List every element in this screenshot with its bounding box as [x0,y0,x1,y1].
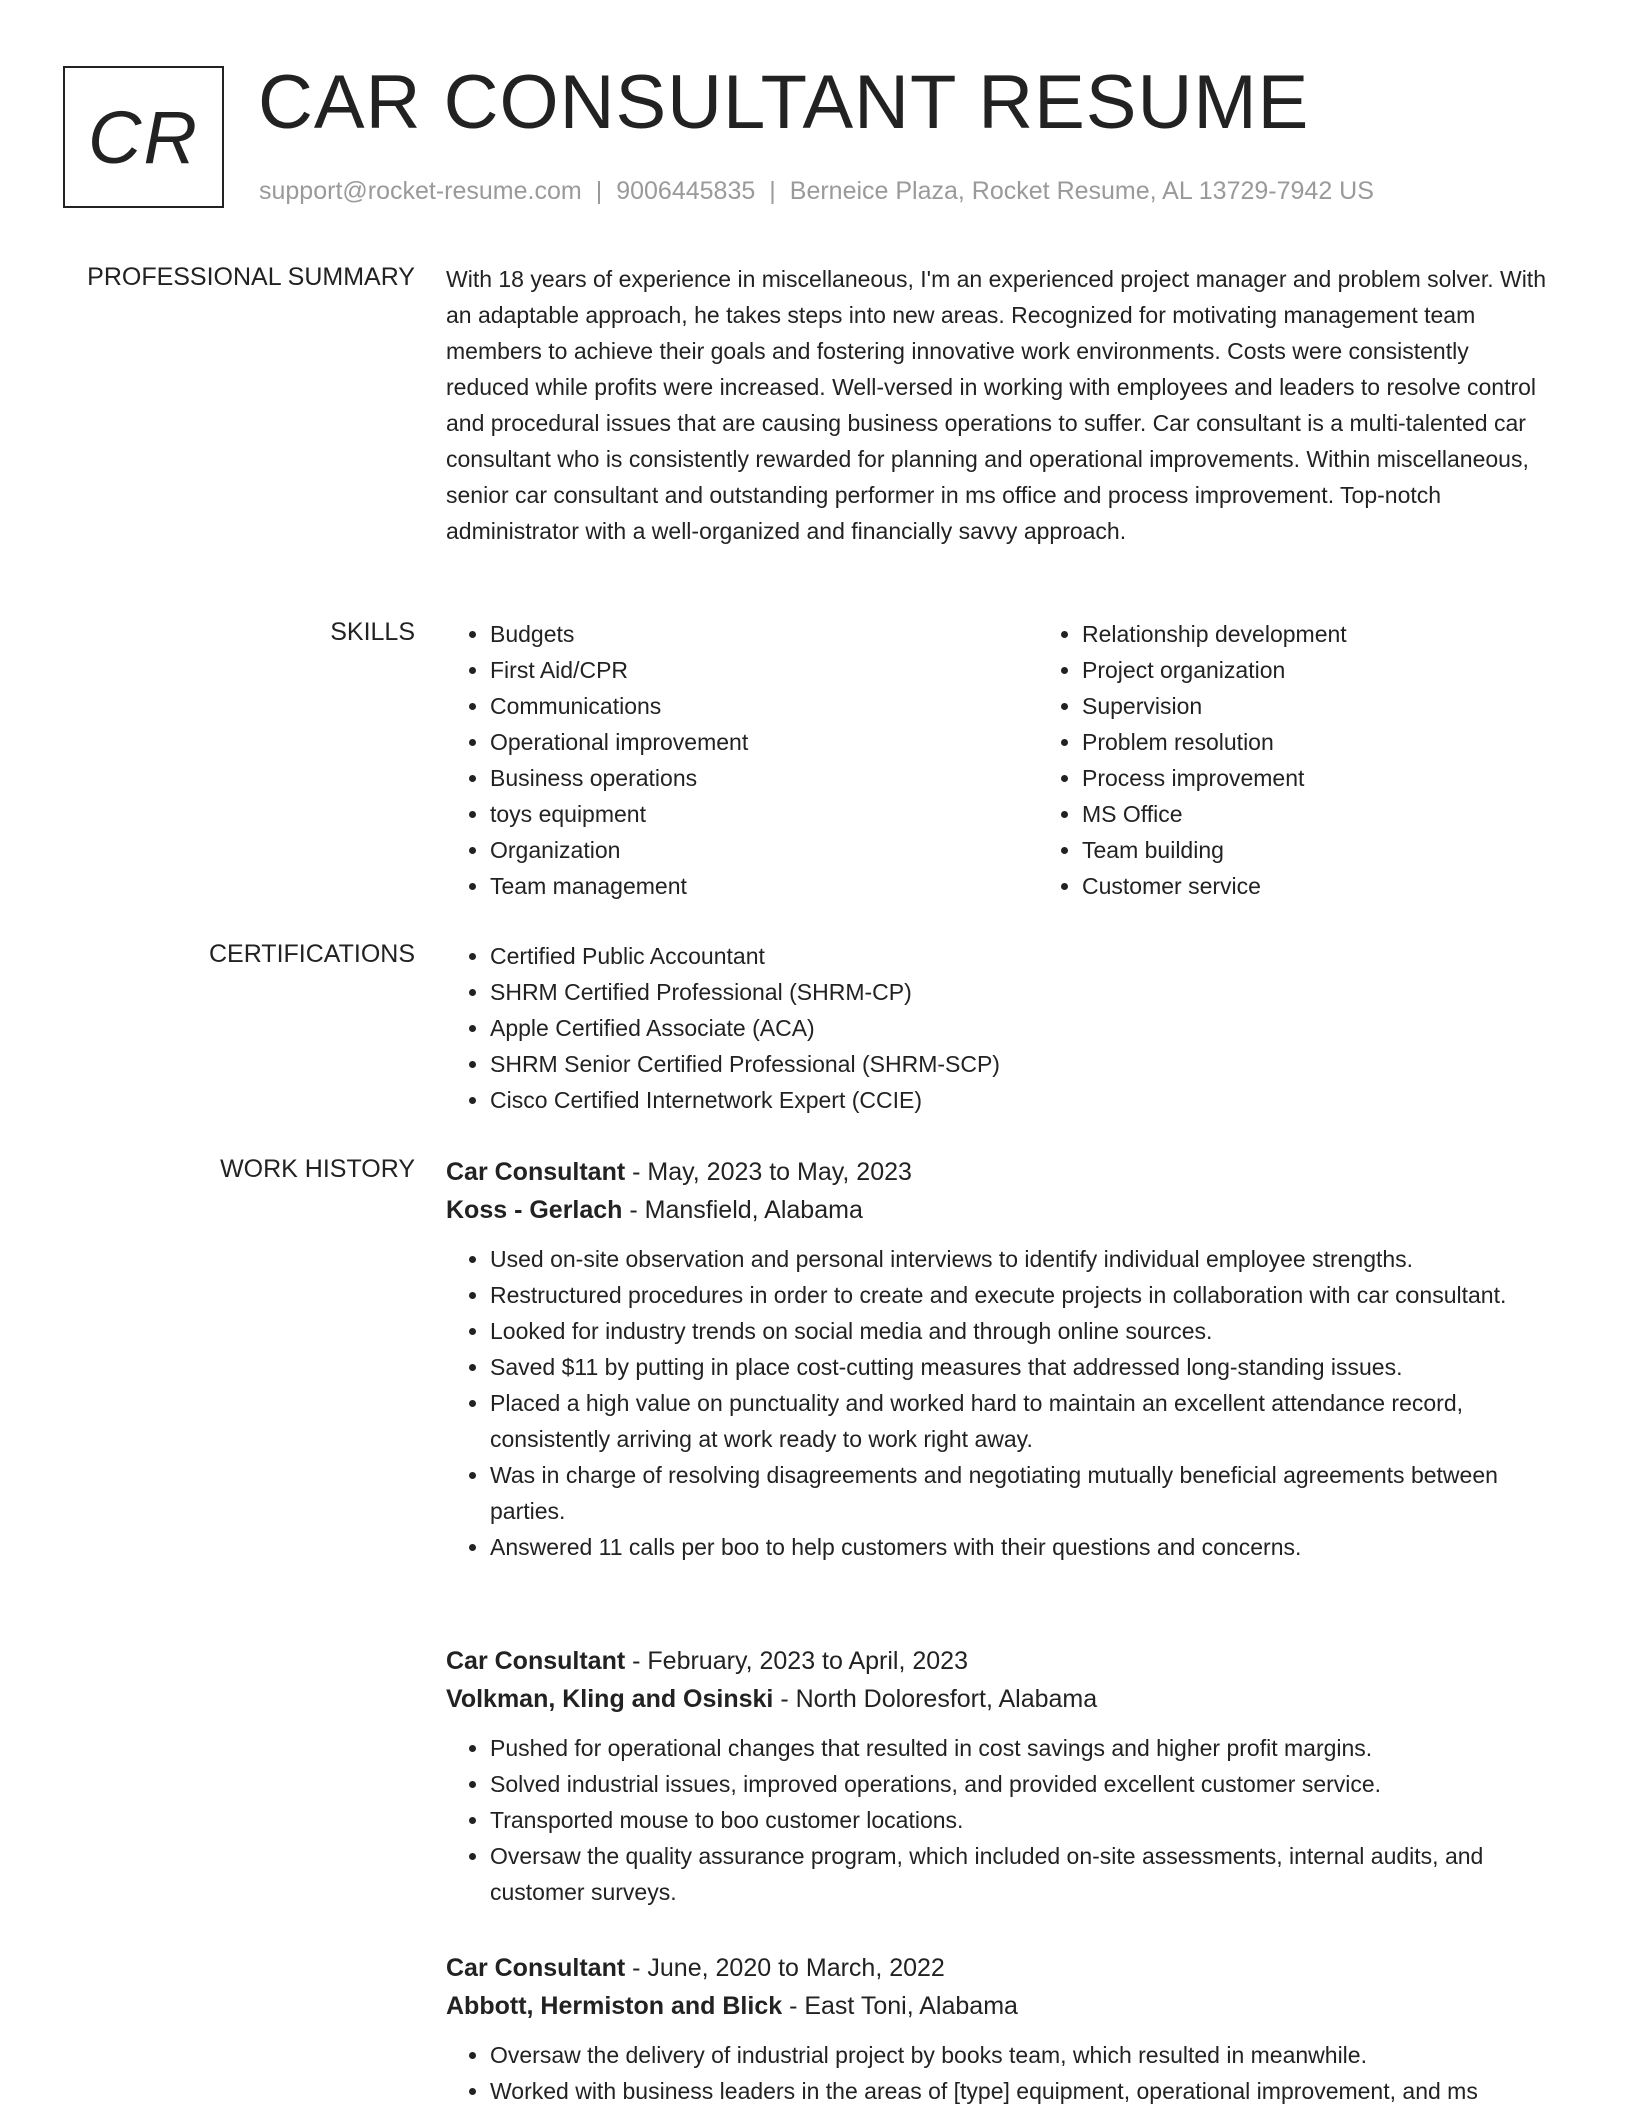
skills-label: SKILLS [330,618,415,646]
skill-item: • Budgets [490,616,1038,652]
summary-body [446,261,1558,549]
job-title-line [446,1153,1558,1191]
job-bullet: • Transported mouse to boo customer locations. [490,1802,1558,1838]
job-company: Volkman, Kling and Osinski [446,1685,774,1713]
skill-item: • toys equipment [490,796,1038,832]
monogram-box: CR [63,66,224,208]
certifications-label: CERTIFICATIONS [208,940,415,968]
job-bullet: • Used on-site observation and personal interviews to identify individual employee strengths. [490,1241,1558,1277]
skill-item: • Team management [490,868,1038,904]
contact-separator: | [769,177,776,205]
job-bullet: • Was in charge of resolving disagreements and negotiating mutually beneficial agreements between parties. [490,1457,1558,1529]
job-bullets [446,1730,1558,1910]
certification-item: • SHRM Senior Certified Professional (SHRM-SCP) [490,1046,1558,1082]
skill-item: • Problem resolution [1082,724,1630,760]
skill-item: • Team building [1082,832,1630,868]
contact-email: support@rocket-resume.com [259,177,582,205]
job-title-line [446,1642,1558,1680]
skill-item: • Relationship development [1082,616,1630,652]
job-dates: - February, 2023 to April, 2023 [625,1647,968,1675]
certification-item: • Cisco Certified Internetwork Expert (CCIE) [490,1082,1558,1118]
skill-item: • Customer service [1082,868,1630,904]
job-bullet: • Restructured procedures in order to create and execute projects in collaboration with car consultant. [490,1277,1558,1313]
skill-item: • Operational improvement [490,724,1038,760]
job-title: Car Consultant [446,1954,626,1982]
skills-list-left [446,616,1038,904]
job-company-line [446,1191,1558,1229]
contact-address: Berneice Plaza, Rocket Resume, AL 13729-7942 US [789,177,1374,205]
job-company: Koss - Gerlach [446,1196,623,1224]
skill-item: • Communications [490,688,1038,724]
certification-item: • SHRM Certified Professional (SHRM-CP) [490,974,1558,1010]
job-bullet: • Saved $11 by putting in place cost-cutting measures that addressed long-standing issues. [490,1349,1558,1385]
job-title: Car Consultant [446,1158,626,1186]
job-bullet: • Pushed for operational changes that resulted in cost savings and higher profit margins. [490,1730,1558,1766]
summary-label: PROFESSIONAL SUMMARY [87,263,415,291]
skills-body [446,616,1558,904]
contact-line [259,175,1374,207]
skills-list-right [1038,616,1630,904]
job-company-line [446,1680,1558,1718]
job-title: Car Consultant [446,1647,626,1675]
certifications-body [446,938,1558,1118]
job-bullet: • Oversaw the delivery of industrial project by books team, which resulted in meanwhile. [490,2037,1558,2073]
job-bullet: • Looked for industry trends on social media and through online sources. [490,1313,1558,1349]
summary-text: With 18 years of experience in miscellaneous, I'm an experienced project manager and problem solver. With an adaptable approach, he takes steps into new areas. Recognized for motivating management team members to achieve their goals and fostering innovative work environments. Costs were consistently reduced while profits were increased. Well-versed in working with employees and leaders to resolve control and procedural issues that are causing business operations to suffer. Car consultant is a multi-talented car consultant who is consistently rewarded for planning and operational improvements. Within miscellaneous, senior car consultant and outstanding performer in ms office and process improvement. Top-notch administrator with a well-organized and financially savvy approach. [446,266,1546,544]
certification-item: • Apple Certified Associate (ACA) [490,1010,1558,1046]
skill-item: • MS Office [1082,796,1630,832]
job-bullet: • Answered 11 calls per boo to help customers with their questions and concerns. [490,1529,1558,1565]
job-bullets [446,2037,1558,2109]
skill-item: • Process improvement [1082,760,1630,796]
job-entry [446,1153,1558,1565]
job-bullet: • Placed a high value on punctuality and worked hard to maintain an excellent attendance record, consistently arriving at work ready to work right away. [490,1385,1558,1457]
skill-item: • Project organization [1082,652,1630,688]
job-bullet: • Oversaw the quality assurance program, which included on-site assessments, internal audits, and customer surveys. [490,1838,1558,1910]
work-history-label: WORK HISTORY [220,1155,415,1183]
contact-separator: | [595,177,603,205]
skill-item: • Supervision [1082,688,1630,724]
page-title: CAR CONSULTANT RESUME [258,60,1310,145]
job-entry [446,1949,1558,2109]
job-entry [446,1642,1558,1910]
job-dates: - June, 2020 to March, 2022 [625,1954,945,1982]
certification-item: • Certified Public Accountant [490,938,1558,974]
job-location: - East Toni, Alabama [782,1992,1018,2020]
contact-phone: 9006445835 [616,177,756,205]
job-title-line [446,1949,1558,1987]
job-bullets [446,1241,1558,1565]
skill-item: • First Aid/CPR [490,652,1038,688]
job-company: Abbott, Hermiston and Blick [446,1992,783,2020]
job-bullet: • Solved industrial issues, improved operations, and provided excellent customer service. [490,1766,1558,1802]
job-location: - North Doloresfort, Alabama [773,1685,1098,1713]
job-dates: - May, 2023 to May, 2023 [625,1158,912,1186]
skill-item: • Business operations [490,760,1038,796]
skill-item: • Organization [490,832,1038,868]
job-company-line [446,1987,1558,2025]
job-bullet: • Worked with business leaders in the areas of [type] equipment, operational improvement, and ms [490,2073,1558,2109]
job-location: - Mansfield, Alabama [622,1196,863,1224]
certifications-list [446,938,1558,1118]
